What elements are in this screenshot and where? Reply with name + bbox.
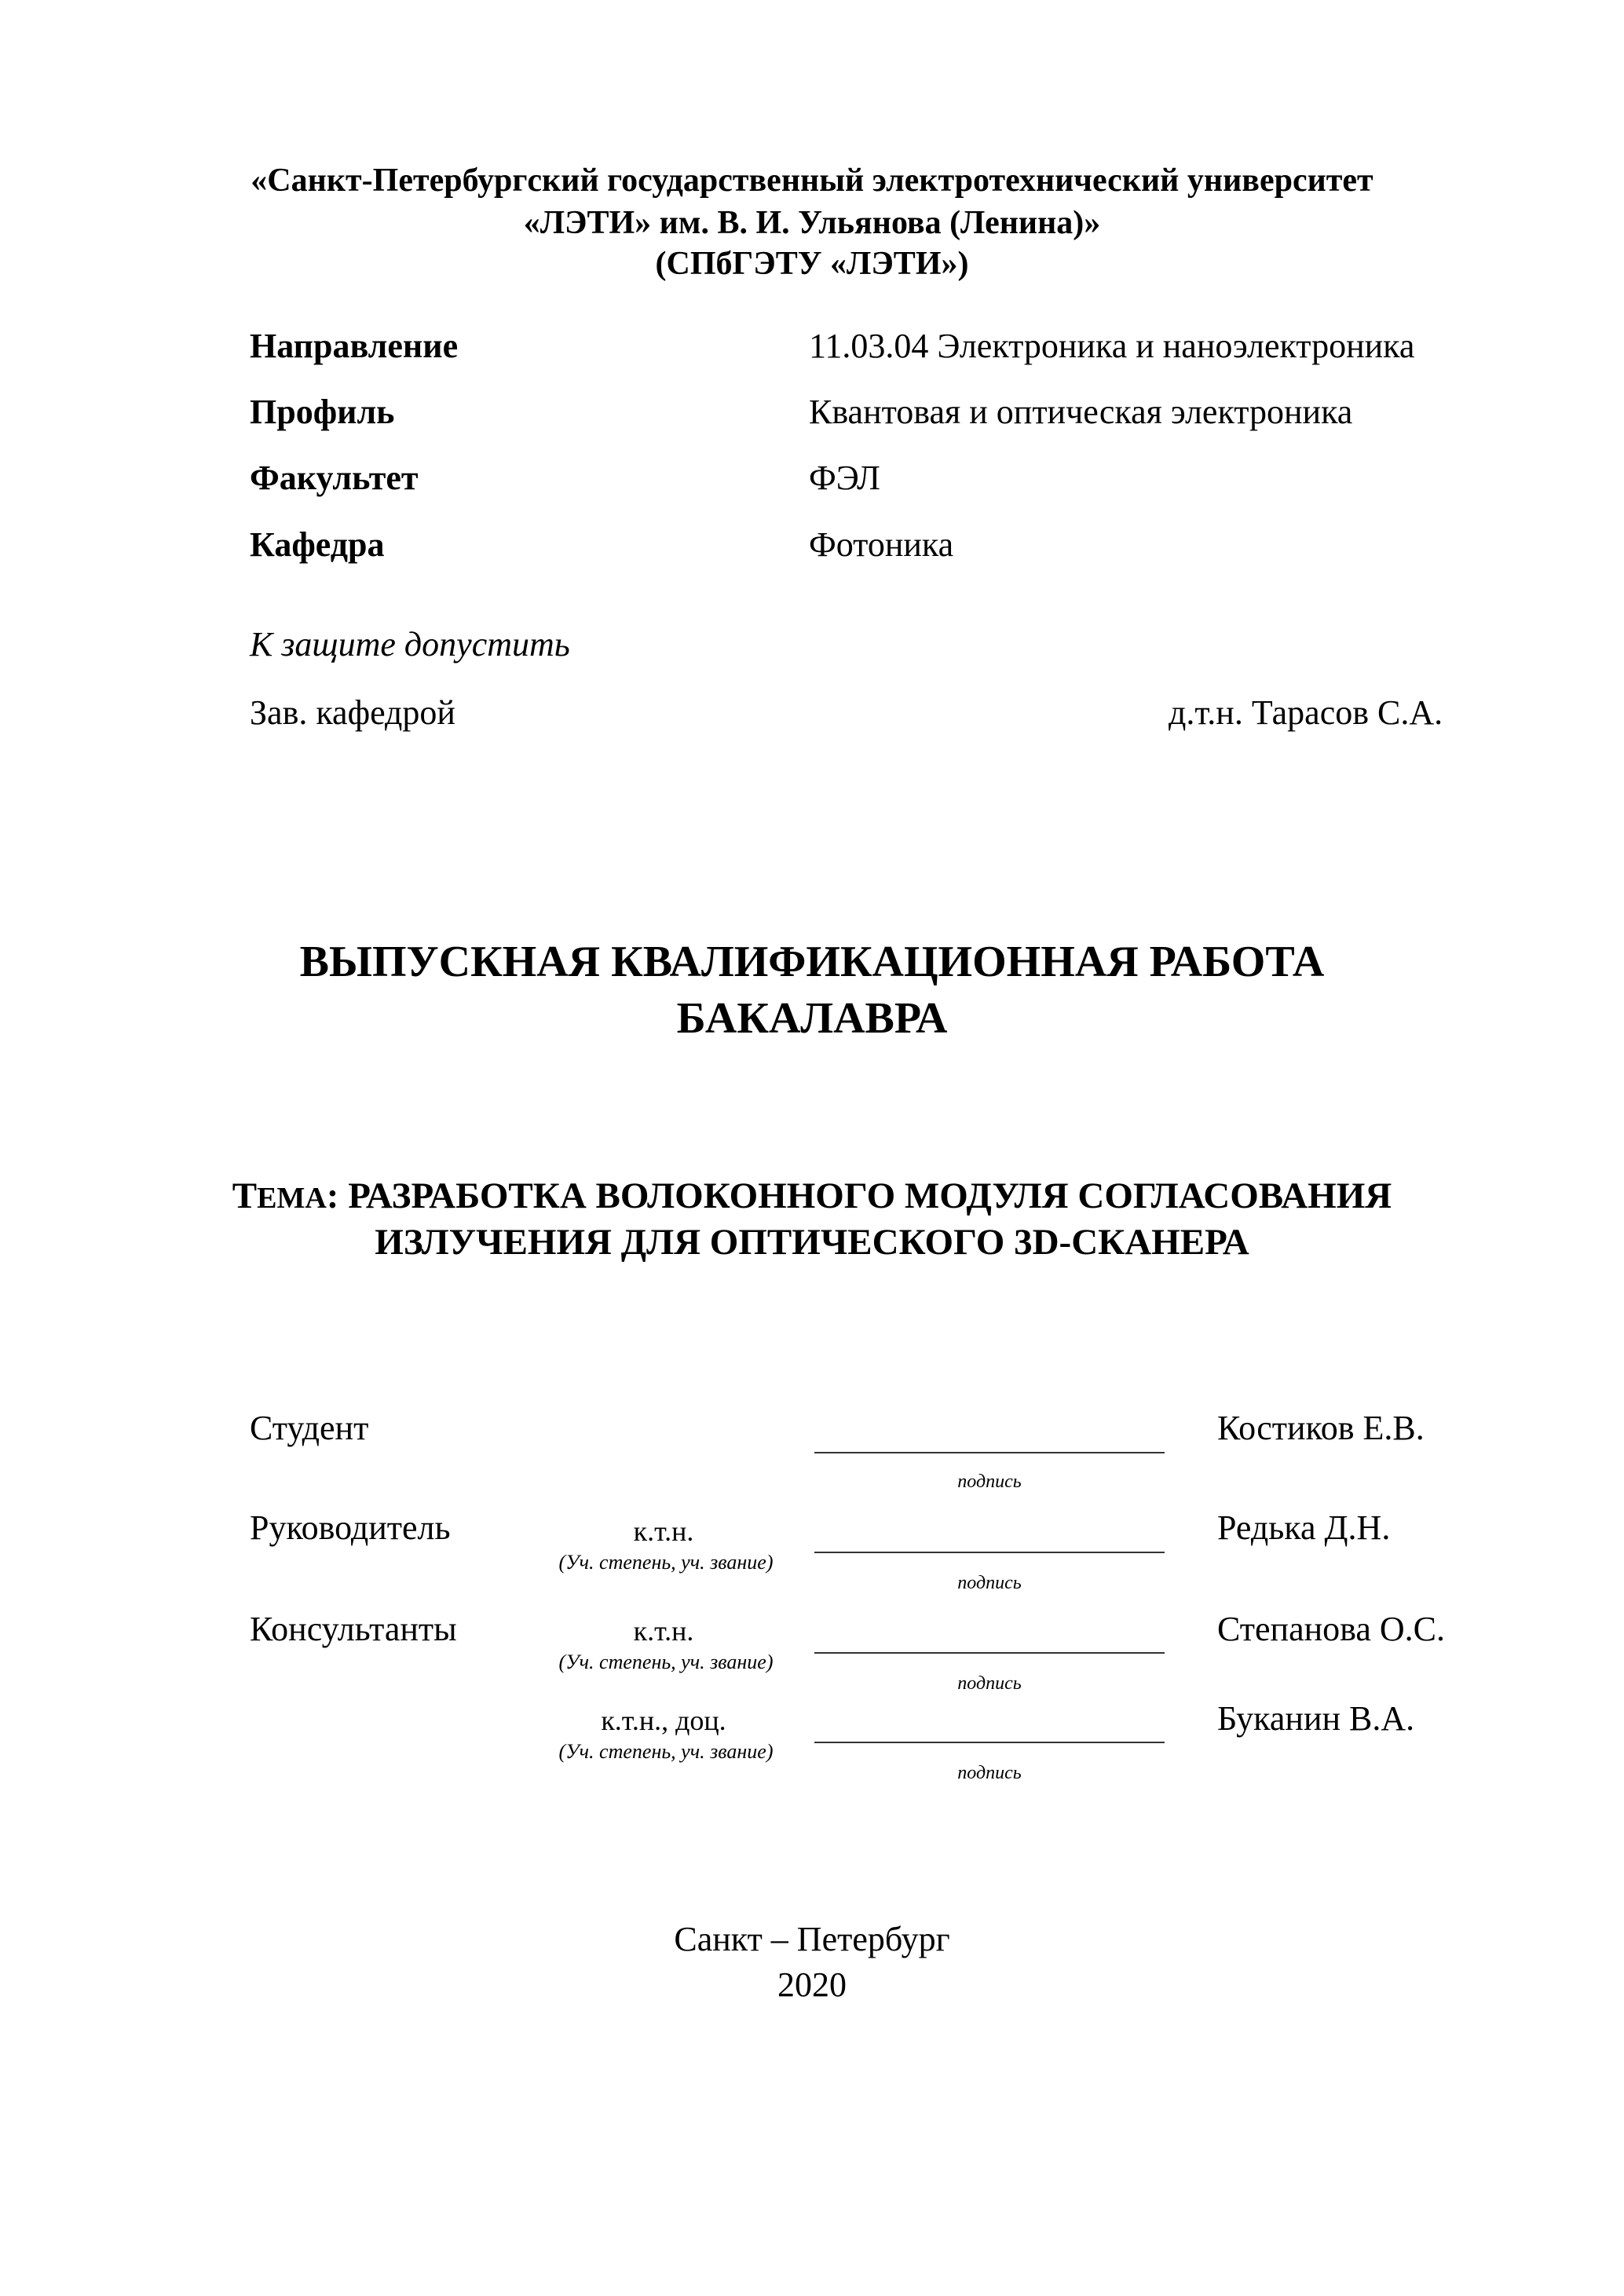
signature-caption-consultant-2: подпись bbox=[957, 1763, 1022, 1783]
label-department: Кафедра bbox=[250, 525, 385, 564]
city: Санкт – Петербург bbox=[674, 1920, 950, 1958]
name-supervisor: Редька Д.Н. bbox=[1217, 1508, 1391, 1547]
degree-consultant-1: к.т.н. bbox=[633, 1615, 694, 1647]
degree-caption-consultant-2: (Уч. степень, уч. звание) bbox=[558, 1740, 774, 1763]
theme-text-line1: РАЗРАБОТКА ВОЛОКОННОГО МОДУЛЯ СОГЛАСОВАНИЯ bbox=[338, 1175, 1392, 1216]
name-student: Костиков Е.В. bbox=[1217, 1409, 1425, 1447]
role-supervisor: Руководитель bbox=[250, 1508, 451, 1547]
signature-line-consultant-1[interactable] bbox=[814, 1652, 1165, 1654]
university-name-line1: «Санкт-Петербургский государственный электротехнический университет bbox=[251, 163, 1373, 199]
signature-line-supervisor[interactable] bbox=[814, 1552, 1165, 1553]
label-direction: Направление bbox=[250, 327, 459, 365]
value-profile: Квантовая и оптическая электроника bbox=[809, 393, 1353, 431]
role-consultants: Консультанты bbox=[250, 1610, 457, 1648]
degree-supervisor: к.т.н. bbox=[633, 1515, 694, 1547]
degree-caption-consultant-1: (Уч. степень, уч. звание) bbox=[558, 1651, 774, 1673]
value-faculty: ФЭЛ bbox=[809, 459, 880, 497]
document-title-line2: БАКАЛАВРА bbox=[676, 994, 948, 1043]
theme-prefix-rest: ЕМА bbox=[257, 1182, 327, 1215]
theme-prefix-colon: : bbox=[326, 1175, 339, 1216]
signature-caption-supervisor: подпись bbox=[957, 1573, 1022, 1593]
university-abbreviation: (СПбГЭТУ «ЛЭТИ») bbox=[655, 246, 969, 282]
name-consultant-1: Степанова О.С. bbox=[1217, 1610, 1445, 1648]
approval-name: д.т.н. Тарасов С.А. bbox=[1169, 693, 1443, 732]
label-profile: Профиль bbox=[250, 393, 395, 431]
signature-caption-consultant-1: подпись bbox=[957, 1673, 1022, 1694]
document-title-line1: ВЫПУСКНАЯ КВАЛИФИКАЦИОННАЯ РАБОТА bbox=[299, 938, 1325, 986]
theme-line2: ИЗЛУЧЕНИЯ ДЛЯ ОПТИЧЕСКОГО 3D-СКАНЕРА bbox=[375, 1222, 1249, 1263]
role-student: Студент bbox=[250, 1409, 369, 1447]
signature-caption-student: подпись bbox=[957, 1472, 1022, 1492]
signature-line-student[interactable] bbox=[814, 1452, 1165, 1453]
theme-prefix-first: Т bbox=[232, 1175, 258, 1216]
university-name-line2: «ЛЭТИ» им. В. И. Ульянова (Ленина)» bbox=[523, 205, 1101, 241]
label-faculty: Факультет bbox=[250, 459, 419, 497]
value-department: Фотоника bbox=[809, 525, 954, 564]
degree-caption-supervisor: (Уч. степень, уч. звание) bbox=[558, 1551, 774, 1574]
approval-note: К защите допустить bbox=[250, 625, 570, 664]
theme-line1 bbox=[0, 1173, 1624, 1221]
value-direction: 11.03.04 Электроника и наноэлектроника bbox=[809, 327, 1415, 365]
signature-line-consultant-2[interactable] bbox=[814, 1742, 1165, 1743]
approval-role: Зав. кафедрой bbox=[250, 693, 455, 732]
name-consultant-2: Буканин В.А. bbox=[1217, 1699, 1415, 1738]
year: 2020 bbox=[777, 1965, 847, 2004]
degree-consultant-2: к.т.н., доц. bbox=[601, 1705, 726, 1736]
